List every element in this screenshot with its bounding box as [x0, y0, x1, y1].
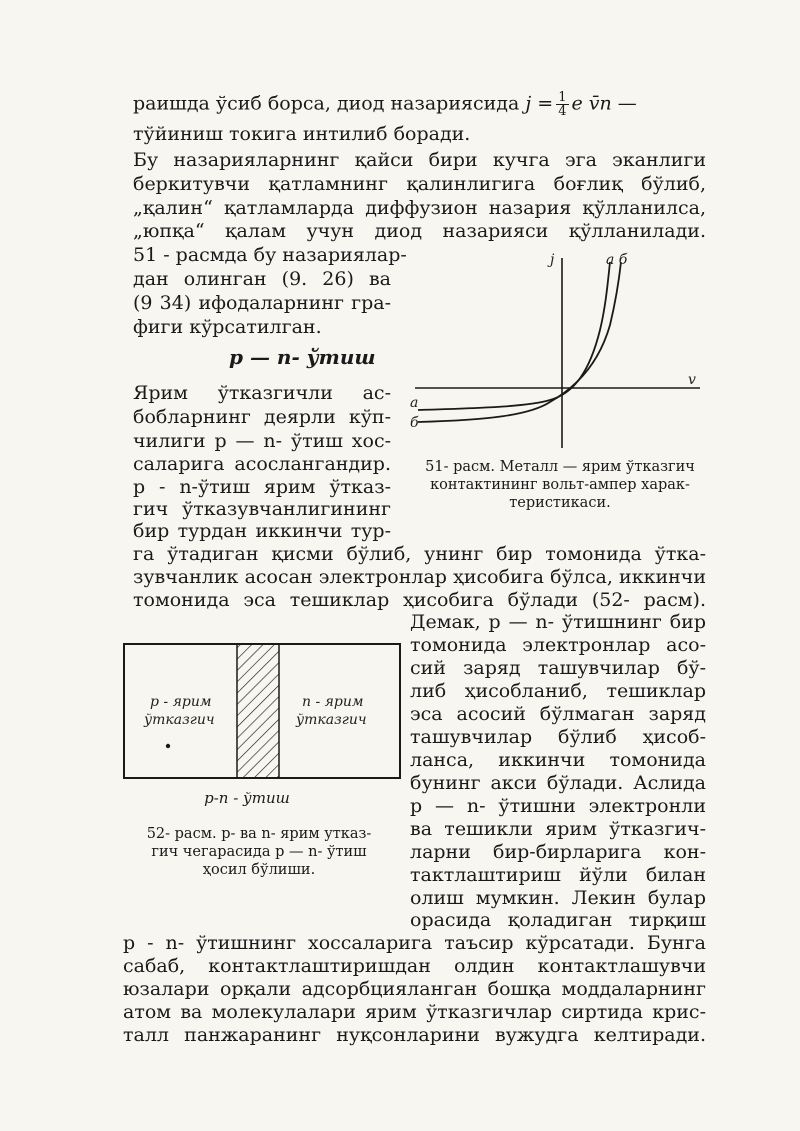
paragraph5-full-line2: сабаб, контактлаштиришдан олдин контактлашувчи: [123, 955, 706, 977]
paragraph1-line1: [133, 91, 693, 118]
figure52-p-label-line2: ўтказгич: [144, 712, 215, 728]
formula-j: j =: [525, 92, 554, 115]
figure51-curve-b: [418, 262, 621, 422]
paragraph5-line4: либ ҳисобланиб, тешиклар: [410, 680, 706, 702]
paragraph4-full-line3: томонида эса тешиклар ҳисобига бўлади (52- расм).: [133, 589, 706, 611]
paragraph2-line4: „юпқа“ қалам учун диод назарияси қўлланилади.: [133, 220, 706, 242]
formula-numerator: 1: [558, 90, 567, 105]
paragraph4-line5: p - n-ўтиш ярим ўтказ-: [133, 476, 391, 498]
paragraph5-full-line3: юзалари орқали адсорбцияланган бошқа моддаларнинг: [123, 978, 706, 1000]
paragraph1-line2: тўйиниш токига интилиб боради.: [133, 123, 471, 145]
paragraph4-line7: бир турдан иккинчи тур-: [133, 520, 391, 542]
paragraph5-line7: ланса, иккинчи томонида: [410, 749, 706, 771]
paragraph2-line1: Бу назарияларнинг қайси бири кучга эга эканлиги: [133, 149, 706, 171]
figure52-junction-region: [237, 644, 279, 778]
paragraph4-full-line2: зувчанлик асосан электронлар ҳисобига бўлса, иккинчи: [133, 566, 706, 588]
paragraph5-line1: Демак, p — n- ўтишнинг бир: [410, 611, 706, 633]
paragraph3-line1: 51 - расмда бу назариялар-: [133, 244, 407, 266]
paragraph3-line2: дан олинган (9. 26) ва: [133, 268, 391, 290]
formula-denominator: 4: [558, 104, 567, 119]
figure52-caption-line2: гич чегарасида p — n- ўтиш: [151, 844, 367, 860]
figure51-curve-label-b: б: [410, 415, 419, 431]
figure52-diagram: [120, 640, 405, 785]
figure51-curve-label-a: a: [410, 395, 419, 411]
paragraph1-line1-text: раишда ўсиб борса, диод назариясида: [133, 92, 520, 115]
paragraph5-line12: тактлаштириш йўли билан: [410, 864, 706, 886]
paragraph5-full-line4: атом ва молекулалари ярим ўтказгичлар сиртида крис-: [123, 1001, 706, 1023]
figure51-y-label: j: [550, 252, 555, 268]
paragraph5-line3: сий заряд ташувчилар бў-: [410, 657, 706, 679]
figure51-caption-line1: 51- расм. Металл — ярим ўтказгич: [425, 459, 695, 475]
paragraph2-line3: „қалин“ қатламларда диффузион назария қўлланилса,: [133, 197, 706, 219]
formula-fraction: [556, 91, 568, 118]
paragraph5-line8: бунинг акси бўлади. Аслида: [410, 772, 706, 794]
paragraph4-line6: гич ўтказувчанлигининг: [133, 498, 391, 520]
paragraph5-line5: эса асосий бўлмаган заряд: [410, 703, 706, 725]
figure51-graph: [410, 250, 710, 450]
figure52-n-label-line1: n - ярим: [302, 694, 364, 710]
paragraph5-line9: p — n- ўтишни электронли: [410, 795, 706, 817]
figure52-n-label-line2: ўтказгич: [296, 712, 367, 728]
paragraph5-line14: орасида қоладиган тирқиш: [410, 909, 706, 931]
figure52-caption-line1: 52- расм. p- ва n- ярим утказ-: [146, 826, 372, 842]
paragraph5-line6: ташувчилар бўлиб ҳисоб-: [410, 726, 706, 748]
paragraph4-line3: чилиги p — n- ўтиш хос-: [133, 430, 391, 452]
paragraph4-line1: Ярим ўтказгичли ас-: [133, 382, 391, 404]
figure51-caption: [410, 458, 710, 512]
paragraph5-full-line5: талл панжаранинг нуқсонларини вужудга келтиради.: [123, 1024, 706, 1046]
paragraph4-line4: саларига асослангандир.: [133, 453, 391, 475]
figure52-caption-line3: ҳосил бўлиши.: [202, 862, 316, 878]
figure52-p-label-line1: p - ярим: [150, 694, 212, 710]
figure51-caption-line2: контактининг вольт-ампер харак-: [430, 477, 690, 493]
paragraph4-line2: бобларнинг деярли кўп-: [133, 406, 391, 428]
paragraph3-line3: (9 34) ифодаларнинг гра-: [133, 292, 391, 314]
paragraph2-line2: беркитувчи қатламнинг қалинлигига боғлиқ бўлиб,: [133, 173, 706, 195]
paragraph5-line11: ларни бир-бирларига кон-: [410, 841, 706, 863]
figure52-dot: [166, 744, 170, 748]
paragraph5-line10: ва тешикли ярим ўтказгич-: [410, 818, 706, 840]
figure52-caption: [128, 825, 390, 879]
paragraph4-full-line1: га ўтадиган қисми бўлиб, унинг бир томонида ўтка-: [133, 543, 706, 565]
paragraph5-line2: томонида электронлар асо-: [410, 634, 706, 656]
section-heading: p — n- ўтиш: [229, 345, 376, 369]
formula-rest: e v̄n —: [571, 92, 637, 115]
figure52-junction-label: p-n - ўтиш: [204, 789, 290, 807]
paragraph5-line13: олиш мумкин. Лекин булар: [410, 887, 706, 909]
figure51-curve-labels-top: a б: [606, 252, 628, 268]
paragraph3-line4: фиги кўрсатилган.: [133, 316, 322, 338]
figure51-x-label: v: [688, 372, 696, 388]
figure51-caption-line3: теристикаси.: [509, 495, 611, 511]
paragraph5-full-line1: p - n- ўтишнинг хоссаларига таъсир кўрсатади. Бунга: [123, 932, 706, 954]
